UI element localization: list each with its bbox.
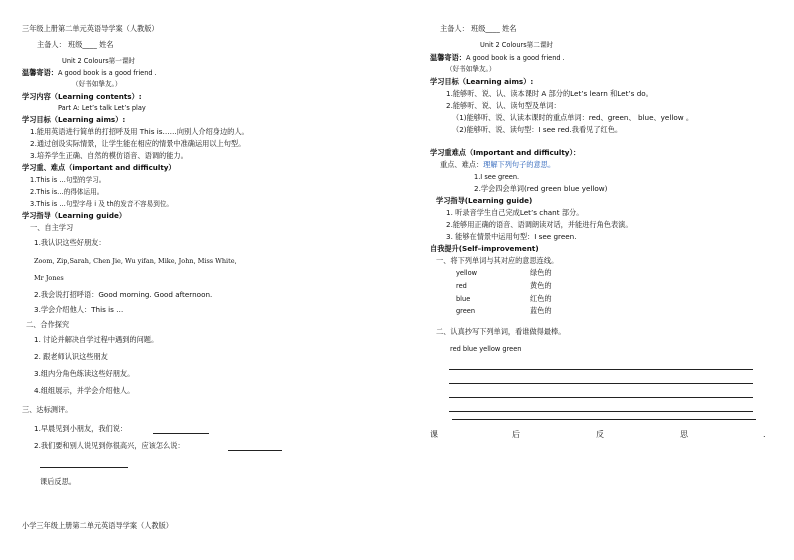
reflect-char: 思 <box>680 430 688 439</box>
aim-item: 2.通过创设实际情景，让学生能在相应的情景中准确运用以上句型。 <box>30 139 246 148</box>
difficulty-heading: 学习重、难点（important and difficulty） <box>22 163 176 172</box>
improve-heading: 自我提升(Self–improvement) <box>430 244 539 253</box>
test-question-1: 1.早晨见到小朋友，我们说： <box>34 424 128 433</box>
guide-heading: 学习指导(Learning guide) <box>436 196 533 205</box>
guide-item: 1. 听录音学生自己完成Let’s chant 部分。 <box>446 208 584 217</box>
match-word: green <box>456 307 476 315</box>
tip-english: A good book is a good friend . <box>465 54 565 62</box>
match-word: yellow <box>456 269 478 277</box>
answer-line-3 <box>40 467 128 468</box>
match-meaning: 黄色的 <box>530 281 552 290</box>
guide-heading: 学习指导（Learning guide） <box>22 211 127 220</box>
answer-line-1 <box>153 433 209 434</box>
question-1: 1.我认识这些好朋友： <box>34 238 106 247</box>
test-question-2: 2.我们要和别人说见到你很高兴，应该怎么说： <box>34 441 185 450</box>
preparer-line: 主备人： 班级____ 姓名 <box>440 24 517 33</box>
match-title: 一、将下列单词与其对应的意思连线。 <box>436 256 559 265</box>
unit-line: Unit 2 Colours第一课时 <box>62 57 136 65</box>
names-line: Zoom, Zip,Sarah, Chen Jie, Wu yifan, Mike, John, Miss White, <box>34 257 237 265</box>
tip-line <box>430 53 565 63</box>
aims-heading: 学习目标（Learning aims）: <box>430 77 534 86</box>
test-heading: 三、达标测评。 <box>22 405 73 414</box>
doc-title: 三年级上册第二单元英语导学案（人教版） <box>22 24 159 33</box>
aim-item: 3.培养学生正确、自然的模仿语音、语调的能力。 <box>30 151 188 160</box>
difficulty-item: 1.This is …句型的学习。 <box>30 176 106 184</box>
names-line: Mr Jones <box>34 274 64 282</box>
coop-item: 1. 讨论并解决自学过程中遇到的问题。 <box>34 335 159 344</box>
match-meaning: 红色的 <box>530 294 552 303</box>
page-footer: 小学三年级上册第二单元英语导学案（人教版） <box>22 521 173 530</box>
aim-item: （2)能够听、说、读句型：I see red.我看见了红色。 <box>452 125 623 134</box>
tip-chinese: （好书如挚友。） <box>72 80 122 88</box>
difficulty-label: 重点、难点： <box>440 160 484 169</box>
guide-item: 3. 能够在情景中运用句型：I see green. <box>446 232 577 241</box>
reflect-char: 课 <box>430 430 438 439</box>
coop-item: 2. 跟老师认识这些朋友 <box>34 352 108 361</box>
coop-item: 3.组内分角色练读这些好朋友。 <box>34 369 135 378</box>
coop-heading: 二、合作探究 <box>26 320 70 329</box>
difficulty-line <box>440 160 555 170</box>
question-3: 3.学会介绍他人：This is … <box>34 305 124 314</box>
writing-line <box>449 411 753 412</box>
match-meaning: 绿色的 <box>530 268 552 277</box>
difficulty-text: 理解下列句子的意思。 <box>483 160 556 169</box>
difficulty-heading: 学习重难点（Important and difficulty）： <box>430 148 581 157</box>
match-meaning: 蓝色的 <box>530 306 552 315</box>
tip-chinese: （好书如挚友。） <box>446 65 496 73</box>
reflection-label: 课后反思。 <box>40 477 76 486</box>
difficulty-item: 2.学会四会单词(red green blue yellow) <box>474 184 608 193</box>
answer-line-2 <box>228 450 282 451</box>
writing-line <box>449 397 753 398</box>
content-heading: 学习内容（Learning contents）: <box>22 92 142 101</box>
aim-item: 2.能够听、说、认、读句型及单词： <box>446 101 561 110</box>
unit-line: Unit 2 Colours第二课时 <box>480 41 554 49</box>
reflect-char: 反 <box>596 430 604 439</box>
aim-item: 1.能够听、说、认、读本课时 A 部分的Let’s learn 和Let’s do。 <box>446 89 653 98</box>
coop-item: 4.组组展示，并学会介绍他人。 <box>34 386 135 395</box>
aims-heading: 学习目标（Learning aims）: <box>22 115 126 124</box>
difficulty-item: 2.This is…的得体运用。 <box>30 188 104 196</box>
self-study-heading: 一、自主学习 <box>30 223 74 232</box>
tip-label: 温馨寄语： <box>22 68 58 77</box>
match-word: blue <box>456 295 471 303</box>
aim-item: （1)能够听、说、认读本课时的重点单词：red、green、 blue、yellow 。 <box>452 113 694 122</box>
difficulty-item: 3.This is …句型字母 i 及 th的发音不容易到位。 <box>30 200 174 208</box>
preparer-line: 主备人： 班级____ 姓名 <box>37 40 114 49</box>
copy-title: 二、认真抄写下列单词，看谁做得最棒。 <box>436 327 566 336</box>
difficulty-item: 1.I see green. <box>474 173 520 181</box>
tip-line <box>22 68 157 78</box>
writing-line <box>452 419 756 420</box>
content-item: Part A: Let’s talk Let’s play <box>58 104 146 112</box>
tip-english: A good book is a good friend . <box>57 69 157 77</box>
writing-line <box>449 383 753 384</box>
reflect-char: 后 <box>512 430 520 439</box>
question-2: 2.我会说打招呼语：Good morning. Good afternoon. <box>34 290 213 299</box>
tip-label: 温馨寄语： <box>430 53 466 62</box>
match-word: red <box>456 282 467 290</box>
writing-line <box>449 369 753 370</box>
copy-words: red blue yellow green <box>450 345 522 353</box>
aim-item: 1.能用英语进行简单的打招呼及用 This is……向别人介绍身边的人。 <box>30 127 249 136</box>
guide-item: 2.能够用正确的语音、语调朗读对话，并能进行角色表演。 <box>446 220 633 229</box>
reflect-end-mark: . <box>763 430 766 439</box>
